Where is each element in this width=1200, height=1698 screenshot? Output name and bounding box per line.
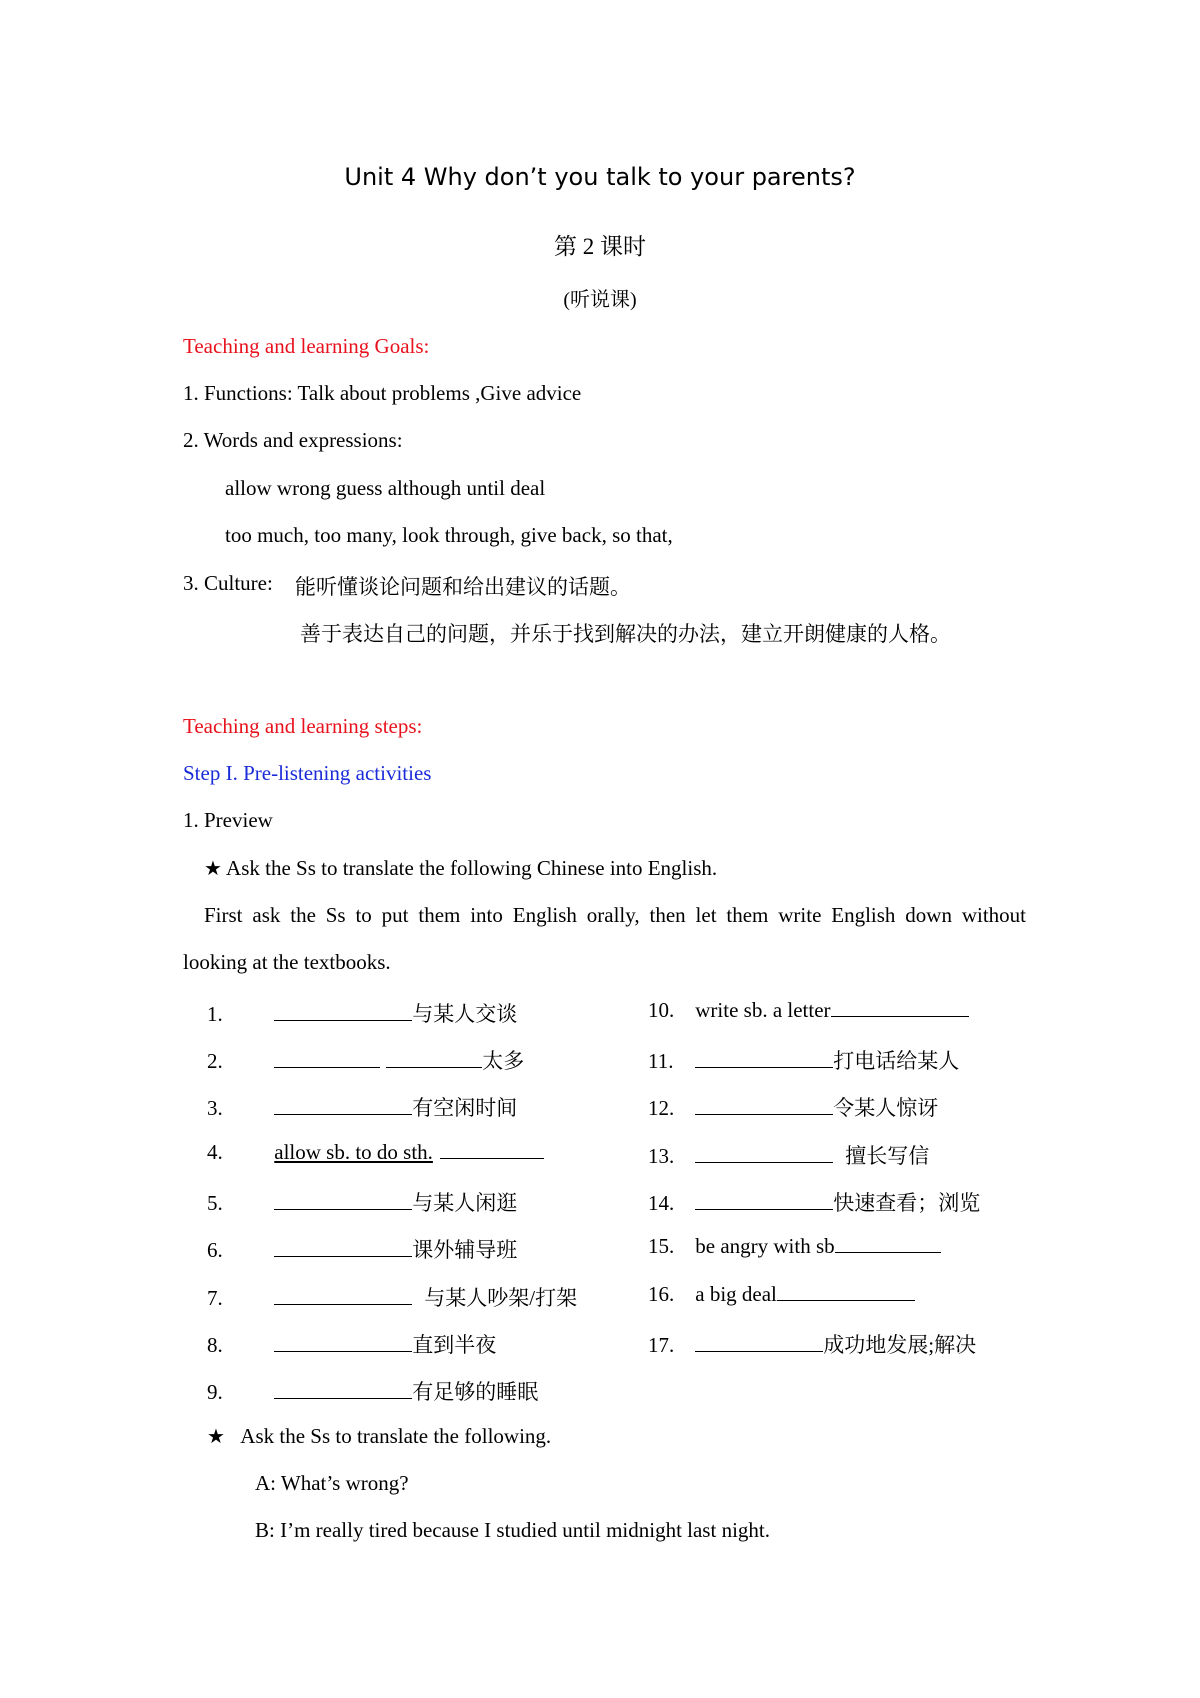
goals-heading: Teaching and learning Goals: [183, 334, 430, 358]
exercise-item [207, 1234, 517, 1264]
answer-blank[interactable] [274, 1096, 412, 1115]
exercise-item [648, 1234, 941, 1259]
answer-blank[interactable] [831, 998, 969, 1017]
exercise-number: 17. [648, 1333, 675, 1357]
answer-blank[interactable] [274, 1049, 380, 1068]
exercise-item [207, 1045, 524, 1075]
answer-blank[interactable] [274, 1333, 412, 1352]
exercise-item [207, 1140, 544, 1165]
instruction-2 [207, 1424, 551, 1449]
instruction-1-text: Ask the Ss to translate the following Chinese into English. [226, 856, 718, 880]
exercise-item [207, 998, 517, 1028]
dialog-line-b: B: I’m really tired because I studied until midnight last night. [255, 1518, 770, 1542]
exercise-number: 6. [207, 1238, 223, 1262]
lesson-number: 第 2 课时 [554, 234, 646, 259]
exercise-text: 有足够的睡眠 [412, 1380, 539, 1404]
exercise-text: 直到半夜 [412, 1333, 497, 1357]
exercise-item [648, 1187, 980, 1217]
exercise-item [648, 1140, 929, 1170]
star-icon: ★ [207, 1424, 225, 1448]
exercise-text: write sb. a letter [695, 998, 831, 1022]
exercise-number: 12. [648, 1096, 675, 1120]
exercise-number: 15. [648, 1234, 675, 1258]
instruction-2-text: Ask the Ss to translate the following. [240, 1424, 552, 1448]
exercise-number: 3. [207, 1096, 223, 1120]
exercise-number: 16. [648, 1282, 675, 1306]
exercise-text: 太多 [482, 1049, 525, 1073]
answer-blank[interactable] [777, 1282, 915, 1301]
exercise-text: 与某人闲逛 [412, 1191, 518, 1215]
goals-words-line1: allow wrong guess although until deal [225, 476, 546, 500]
exercise-item [648, 998, 969, 1023]
exercise-number: 10. [648, 998, 675, 1022]
exercise-item [207, 1329, 496, 1359]
answer-blank[interactable] [695, 1144, 833, 1163]
goals-culture-line2: 善于表达自己的问题，并乐于找到解决的办法，建立开朗健康的人格。 [300, 622, 951, 646]
answer-blank[interactable] [386, 1049, 482, 1068]
exercise-text: allow sb. to do sth. [274, 1140, 433, 1164]
dialog-line-a: A: What’s wrong? [255, 1471, 409, 1495]
answer-blank[interactable] [274, 1238, 412, 1257]
exercise-number: 1. [207, 1002, 223, 1026]
exercise-number: 11. [648, 1049, 674, 1073]
exercise-number: 8. [207, 1333, 223, 1357]
goals-words-line2: too much, too many, look through, give back, so that, [225, 523, 673, 547]
exercise-item [648, 1329, 976, 1359]
exercise-number: 9. [207, 1380, 223, 1404]
exercise-text: 与某人吵架/打架 [424, 1286, 578, 1310]
exercise-item [648, 1045, 959, 1075]
goals-culture-label: 3. Culture: [183, 571, 273, 595]
exercise-text: 课外辅导班 [412, 1238, 518, 1262]
exercise-item [648, 1282, 915, 1307]
exercise-text: 打电话给某人 [833, 1049, 960, 1073]
exercise-number: 2. [207, 1049, 223, 1073]
exercise-text: a big deal [695, 1282, 777, 1306]
goals-words-heading: 2. Words and expressions: [183, 428, 403, 452]
lesson-type: (听说课) [563, 289, 637, 311]
exercise-text: 快速查看；浏览 [833, 1191, 981, 1215]
exercise-number: 4. [207, 1140, 223, 1164]
answer-blank[interactable] [695, 1191, 833, 1210]
goals-culture-line1: 能听懂谈论问题和给出建议的话题。 [295, 575, 631, 599]
paragraph-line-2: looking at the textbooks. [183, 950, 391, 974]
exercise-number: 7. [207, 1286, 223, 1310]
step-one-heading: Step I. Pre-listening activities [183, 761, 432, 785]
answer-blank[interactable] [274, 1380, 412, 1399]
exercise-text: 有空闲时间 [412, 1096, 518, 1120]
exercise-text: 擅长写信 [845, 1144, 930, 1168]
instruction-1 [204, 856, 717, 881]
goals-functions: 1. Functions: Talk about problems ,Give advice [183, 381, 582, 405]
exercise-text: 成功地发展;解决 [823, 1333, 977, 1357]
exercise-item [207, 1187, 517, 1217]
answer-blank[interactable] [695, 1096, 833, 1115]
answer-blank[interactable] [695, 1049, 833, 1068]
exercise-number: 13. [648, 1144, 675, 1168]
exercise-number: 14. [648, 1191, 675, 1215]
answer-blank[interactable] [440, 1140, 544, 1159]
exercise-item [207, 1376, 538, 1406]
answer-blank[interactable] [274, 1286, 412, 1305]
exercise-number: 5. [207, 1191, 223, 1215]
answer-blank[interactable] [835, 1234, 941, 1253]
preview-heading: 1. Preview [183, 808, 273, 832]
exercise-item [648, 1092, 938, 1122]
exercise-item [207, 1092, 517, 1122]
paragraph-line-1: First ask the Ss to put them into English orally, then let them write English down without [204, 903, 1026, 927]
steps-heading: Teaching and learning steps: [183, 714, 423, 738]
answer-blank[interactable] [695, 1333, 823, 1352]
page-title: Unit 4 Why don’t you talk to your parents? [344, 163, 856, 191]
star-icon: ★ [204, 856, 222, 880]
exercise-text: 令某人惊讶 [833, 1096, 939, 1120]
exercise-item [207, 1282, 577, 1312]
answer-blank[interactable] [274, 1191, 412, 1210]
exercise-text: be angry with sb [695, 1234, 835, 1258]
exercise-text: 与某人交谈 [412, 1002, 518, 1026]
answer-blank[interactable] [274, 1002, 412, 1021]
